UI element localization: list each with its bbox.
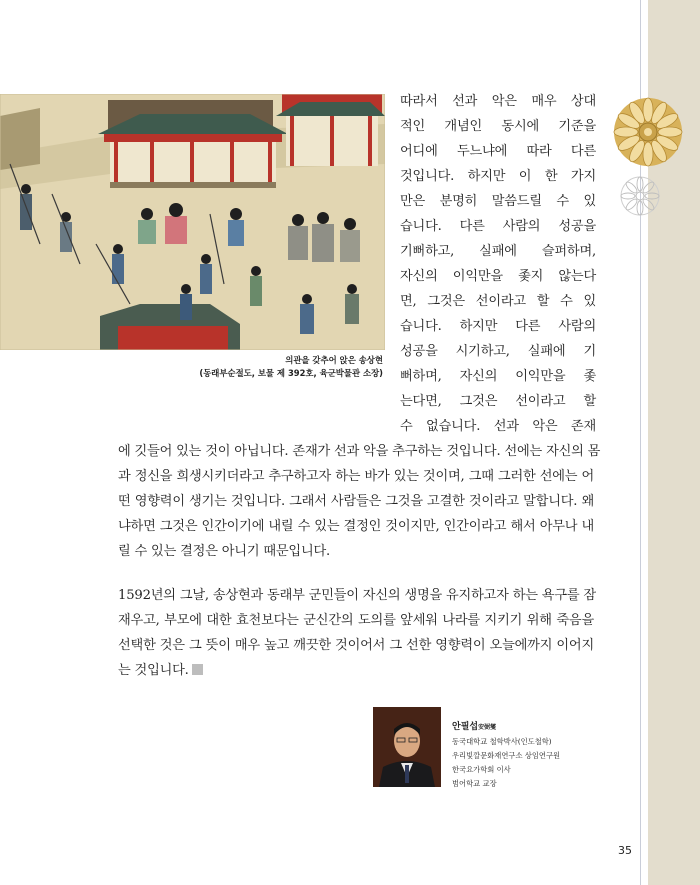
caption-title: 의관을 갖추어 앉은 송상현 [285,355,383,365]
text-line: 1592년의 그날, 송상현과 동래부 군민들이 자신의 생명을 유지하고자 하는 욕구를 잠 [118,588,596,603]
text-line: 성공을 시기하고, 실패에 기 [400,344,596,359]
author-credential: 한국요가학회 이사 [452,765,511,774]
text-line: 에 깃들어 있는 것이 아닙니다. 존재가 선과 악을 추구하는 것입니다. 선에는 자신의 몸 [118,444,601,459]
author-name: 안필섭 [452,722,479,732]
text-line-last [118,661,594,681]
text-line: 습니다. 다른 사람의 성공을 [400,219,596,234]
text-line: 어디에 두느냐에 따라 다른 [400,144,596,159]
author-credential: 범어학교 교장 [452,779,497,788]
text-line: 수 없습니다. 선과 악은 존재 [400,419,596,434]
author-bio [452,720,560,791]
text-line: 는다면, 그것은 선이라고 할 [400,394,596,409]
text-line: 기뻐하고, 실패에 슬퍼하며, [400,244,596,259]
text-line: 선택한 것은 그 뜻이 매우 높고 깨끗한 것이어서 그 선한 영향력이 오늘에까지 이어지 [118,638,594,653]
text-line: 만은 분명히 말씀드릴 수 있 [400,194,596,209]
painting-caption [150,354,383,380]
text-line: 릴 수 있는 결정은 아니기 때문입니다. [118,544,331,559]
text-line: 과 정신을 희생시키더라고 추구하고자 하는 바가 있는 것이며, 그때 그러한 선에는 어 [118,469,594,484]
lotus-icon [612,96,684,168]
text-line: 습니다. 하지만 다른 사람의 [400,319,596,334]
lotus-icon-grey [620,176,660,216]
historical-painting [0,94,385,350]
author-photo [373,707,441,787]
end-square-icon [192,664,203,675]
page-number: 35 [618,844,632,857]
caption-source: (동래부순절도, 보물 제 392호, 육군박물관 소장) [199,368,383,378]
text-line-final: 는 것입니다. [118,663,189,678]
text-line: 적인 개념인 동시에 기준을 [400,119,596,134]
text-line: 떤 영향력이 생기는 것입니다. 그래서 사람들은 그것을 고결한 것이라고 말합니다. 왜 [118,494,594,509]
text-line: 냐하면 그것은 인간이기에 내릴 수 있는 결정인 것이지만, 인간이라고 해서 아무나 내 [118,519,594,534]
text-line: 면, 그것은 선이라고 할 수 있 [400,294,596,309]
text-line: 것입니다. 하지만 이 한 가지 [400,169,596,184]
author-credential: 동국대학교 철학박사(인도철학) [452,737,552,746]
text-line: 재우고, 부모에 대한 효천보다는 군신간의 도의를 앞세워 나라를 지키기 위해 죽음을 [118,613,594,628]
author-hanja: 安弼燮 [478,724,497,731]
text-line: 자신의 이익만을 좇지 않는다 [400,269,596,284]
text-line: 뻐하며, 자신의 이익만을 좇 [400,369,596,384]
author-credential: 우리빛깔문화재연구소 상임연구원 [452,751,561,760]
text-line: 따라서 선과 악은 매우 상대 [400,94,596,109]
author-name-line [452,720,560,735]
